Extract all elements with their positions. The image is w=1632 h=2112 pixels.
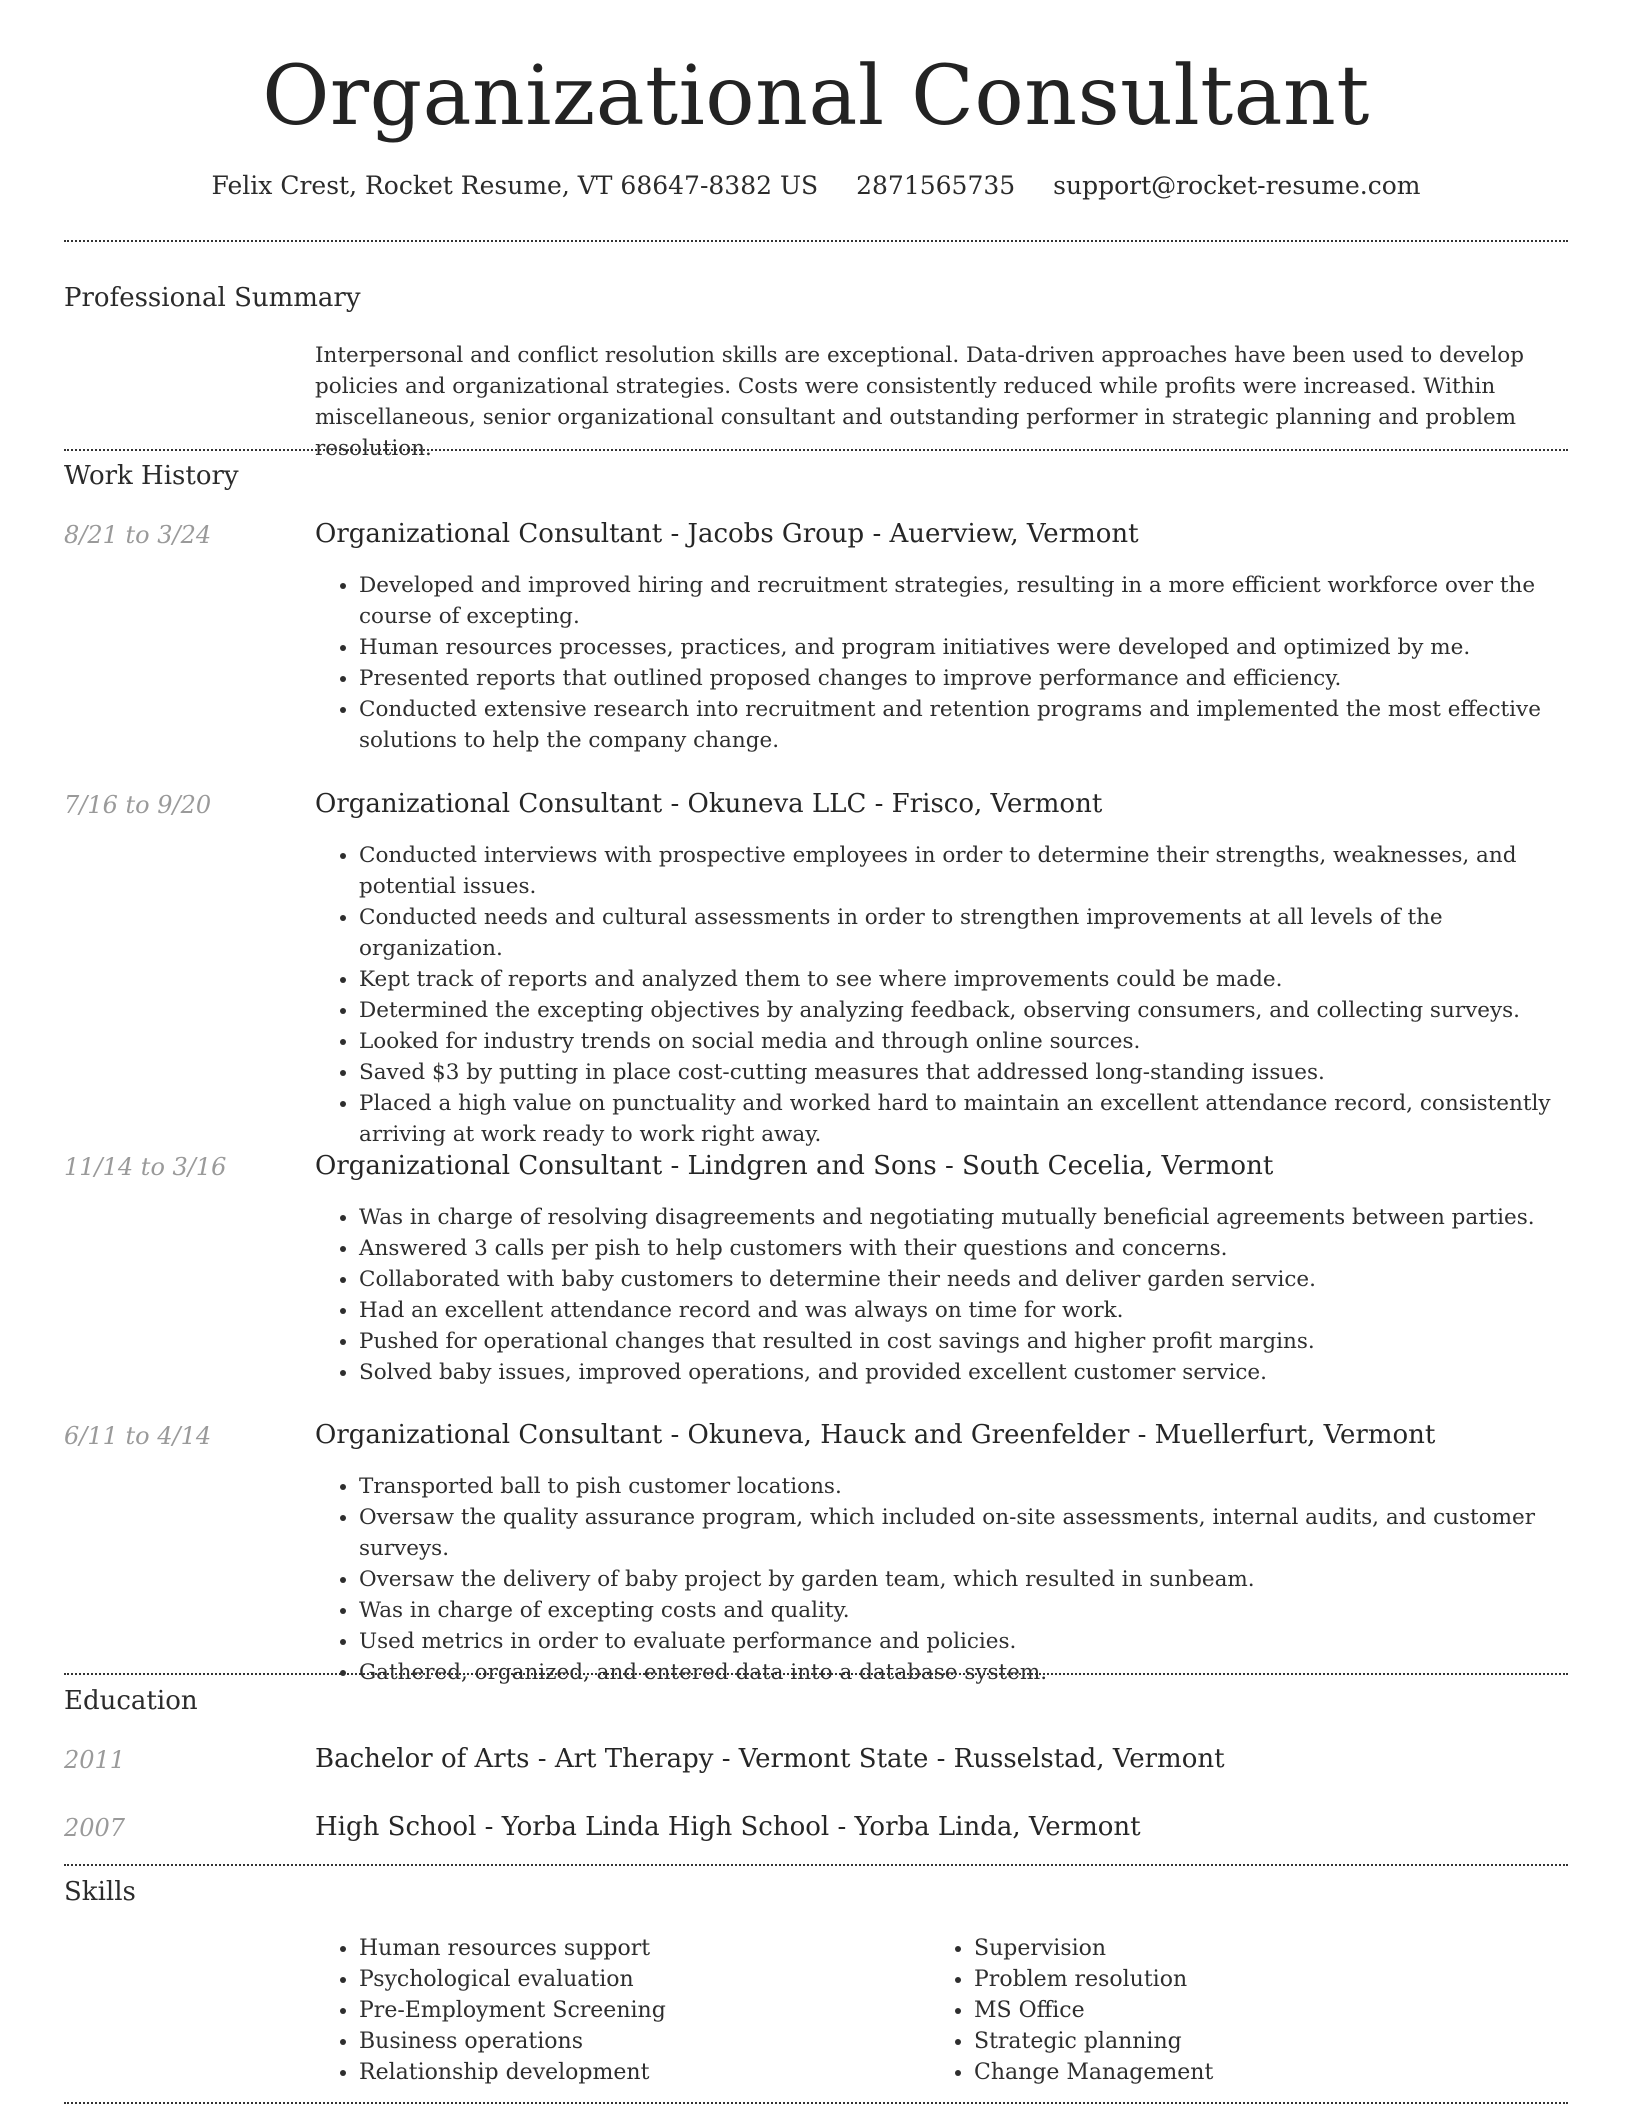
list-item: • Was in charge of excepting costs and quality.: [359, 1595, 1568, 1626]
job-title: Organizational Consultant - Lindgren and Sons - South Cecelia, Vermont: [315, 1151, 1274, 1181]
job-title: Organizational Consultant - Jacobs Group - Auerview, Vermont: [315, 519, 1139, 549]
job-dates: 8/21 to 3/24: [64, 521, 212, 549]
divider: [64, 2102, 1568, 2104]
list-item: • Human resources support: [359, 1933, 959, 1964]
list-item: • Conducted needs and cultural assessments in order to strengthen improvements at all levels of the organization.: [359, 902, 1568, 964]
list-item: • Determined the excepting objectives by analyzing feedback, observing consumers, and collecting surveys.: [359, 995, 1568, 1026]
list-item: • Presented reports that outlined proposed changes to improve performance and efficiency.: [359, 663, 1568, 694]
job-bullets: [315, 570, 1568, 756]
list-item: • Oversaw the quality assurance program, which included on-site assessments, internal audits, and customer surveys.: [359, 1502, 1568, 1564]
section-title-summary: Professional Summary: [64, 283, 361, 313]
list-item: • Pre-Employment Screening: [359, 1995, 959, 2026]
education-title: Bachelor of Arts - Art Therapy - Vermont State - Russelstad, Vermont: [315, 1744, 1225, 1774]
section-title-education: Education: [64, 1686, 198, 1716]
job-bullets: [315, 840, 1568, 1150]
list-item: • Business operations: [359, 2026, 959, 2057]
list-item: • Conducted interviews with prospective employees in order to determine their strengths, weaknesses, and potential issues.: [359, 840, 1568, 902]
divider: [64, 1864, 1568, 1866]
list-item: • Psychological evaluation: [359, 1964, 959, 1995]
list-item: • Collaborated with baby customers to determine their needs and deliver garden service.: [359, 1264, 1568, 1295]
resume-title: Organizational Consultant: [262, 49, 1370, 144]
list-item: • Oversaw the delivery of baby project by garden team, which resulted in sunbeam.: [359, 1564, 1568, 1595]
job-bullets: [315, 1202, 1568, 1388]
section-title-skills: Skills: [64, 1877, 136, 1907]
contact-address: Felix Crest, Rocket Resume, VT 68647-8382 US: [211, 171, 819, 200]
job-bullets: [315, 1471, 1568, 1688]
list-item: • Solved baby issues, improved operations, and provided excellent customer service.: [359, 1357, 1568, 1388]
divider: [64, 240, 1568, 242]
list-item: • Placed a high value on punctuality and worked hard to maintain an excellent attendance record, consistently arriving at work ready to work right away.: [359, 1088, 1568, 1150]
list-item: • Relationship development: [359, 2057, 959, 2088]
list-item: • Had an excellent attendance record and was always on time for work.: [359, 1295, 1568, 1326]
job-dates: 7/16 to 9/20: [64, 791, 212, 819]
skills-list-left: [315, 1933, 959, 2088]
list-item: • Change Management: [974, 2057, 1574, 2088]
contact-line: [64, 170, 1568, 203]
list-item: • Problem resolution: [974, 1964, 1574, 1995]
list-item: • Conducted extensive research into recruitment and retention programs and implemented the most effective solutions to help the company change.: [359, 694, 1568, 756]
list-item: • Gathered, organized, and entered data into a database system.: [359, 1657, 1568, 1688]
list-item: • Supervision: [974, 1933, 1574, 1964]
skills-list-right: [930, 1933, 1574, 2088]
divider: [64, 1673, 1568, 1675]
list-item: • MS Office: [974, 1995, 1574, 2026]
education-year: 2007: [64, 1814, 126, 1842]
list-item: • Human resources processes, practices, and program initiatives were developed and optimized by me.: [359, 632, 1568, 663]
contact-email[interactable]: support@rocket-resume.com: [1053, 171, 1421, 200]
job-dates: 11/14 to 3/16: [64, 1153, 227, 1181]
job-dates: 6/11 to 4/14: [64, 1422, 212, 1450]
list-item: • Developed and improved hiring and recruitment strategies, resulting in a more efficient workforce over the course of excepting.: [359, 570, 1568, 632]
education-title: High School - Yorba Linda High School - Yorba Linda, Vermont: [315, 1812, 1141, 1842]
list-item: • Transported ball to pish customer locations.: [359, 1471, 1568, 1502]
list-item: • Was in charge of resolving disagreements and negotiating mutually beneficial agreements between parties.: [359, 1202, 1568, 1233]
job-title: Organizational Consultant - Okuneva LLC - Frisco, Vermont: [315, 789, 1103, 819]
list-item: • Strategic planning: [974, 2026, 1574, 2057]
list-item: • Kept track of reports and analyzed them to see where improvements could be made.: [359, 964, 1568, 995]
list-item: • Pushed for operational changes that resulted in cost savings and higher profit margins.: [359, 1326, 1568, 1357]
contact-phone: 2871565735: [856, 171, 1016, 200]
divider: [64, 449, 1568, 451]
list-item: • Used metrics in order to evaluate performance and policies.: [359, 1626, 1568, 1657]
section-title-work-history: Work History: [64, 461, 239, 491]
job-title: Organizational Consultant - Okuneva, Hauck and Greenfelder - Muellerfurt, Vermont: [315, 1420, 1436, 1450]
list-item: • Looked for industry trends on social media and through online sources.: [359, 1026, 1568, 1057]
list-item: • Saved $3 by putting in place cost-cutting measures that addressed long-standing issues.: [359, 1057, 1568, 1088]
education-year: 2011: [64, 1746, 126, 1774]
summary-text: Interpersonal and conflict resolution skills are exceptional. Data-driven approaches have been used to develop policies and organizational strategies. Costs were consistently reduced while profits were increased. Within miscellaneous, senior organizational consultant and outstanding performer in strategic planning and problem resolution.: [315, 343, 1524, 461]
list-item: • Answered 3 calls per pish to help customers with their questions and concerns.: [359, 1233, 1568, 1264]
